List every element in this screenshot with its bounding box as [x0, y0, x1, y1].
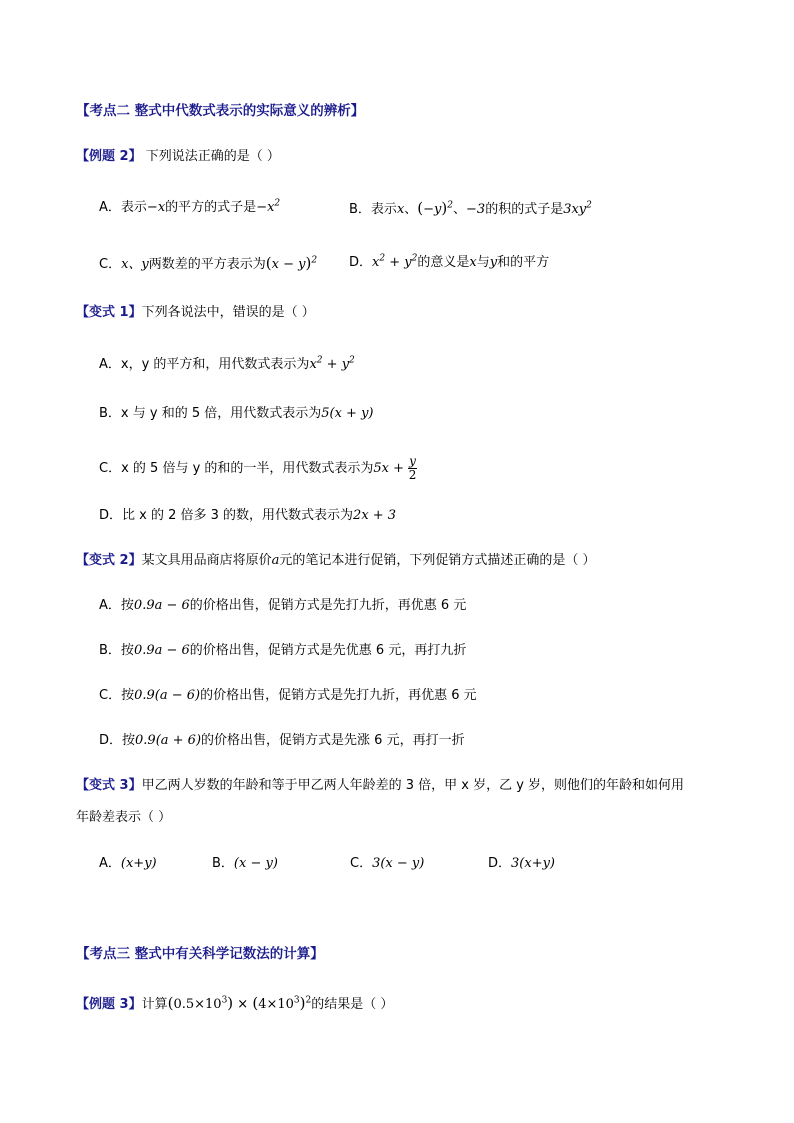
option-letter: D．	[488, 856, 512, 871]
option-letter: A．	[99, 200, 121, 215]
math-exponent: 2	[274, 198, 281, 209]
option-letter: A．	[99, 357, 121, 372]
math-expr: 4×10	[258, 997, 294, 1012]
separator: 、	[404, 202, 418, 217]
math-expr: 0.5×10	[173, 997, 222, 1012]
example-2-stem	[76, 147, 280, 167]
math-expr: −x	[256, 200, 275, 215]
variant-2-text: 某文具用品商店将原价	[141, 553, 272, 568]
math-var: x	[372, 255, 380, 270]
variant-2-option-a	[99, 596, 466, 616]
example-2-option-d	[349, 253, 549, 273]
option-text: 的价格出售，促销方式是先打九折，再优惠 6 元	[189, 598, 467, 613]
option-text: x，y 的平方和，用代数式表示为	[120, 357, 310, 372]
option-letter: C．	[99, 461, 122, 476]
option-letter: B．	[349, 202, 371, 217]
math-expr: 3(x − y)	[372, 856, 425, 871]
math-expr: 5(x + y)	[321, 406, 374, 421]
math-var: a	[271, 553, 280, 568]
example-3-stem: 【例题 3】计算$(0.5\times 10^3) \times (4\times 10^3)^2$的结果是（ ）	[76, 994, 394, 1012]
option-text: 表示	[370, 202, 397, 217]
option-text: 比 x 的 2 倍多 3 的数，用代数式表示为	[122, 508, 354, 523]
math-expr: 3xy	[563, 202, 587, 217]
math-fraction	[408, 455, 417, 482]
option-letter: B．	[212, 856, 234, 871]
option-text: x 的 5 倍与 y 的和的一半，用代数式表示为	[121, 461, 374, 476]
math-op: +	[385, 255, 405, 270]
variant-1-option-b	[99, 404, 374, 424]
math-number: −3	[466, 202, 486, 217]
fraction-numerator: y	[409, 454, 416, 468]
variant-2-tag: 【变式 2】	[76, 553, 142, 568]
example-2-option-b: B．表示x、$(-y)^2$、−3的积的式子是$3xy^2$	[349, 199, 592, 217]
example-3-text: 的结果是（ ）	[311, 997, 394, 1012]
math-var: x	[396, 202, 405, 217]
variant-3-text: 甲乙两人岁数的年龄和等于甲乙两人年龄差的 3 倍，甲 x 岁，乙 y 岁，则他们的年龄和如何用	[141, 778, 685, 793]
variant-2-text: 元的笔记本进行促销，下列促销方式描述正确的是（ ）	[279, 553, 596, 568]
math-expr: 0.9a − 6	[133, 598, 190, 613]
option-letter: C．	[350, 856, 373, 871]
math-expr: 3(x+y)	[511, 856, 555, 871]
option-letter: C．	[99, 257, 122, 272]
example-2-tag: 【例题 2】	[76, 149, 142, 164]
option-text: 和的平方	[497, 255, 550, 270]
variant-2-option-c	[99, 686, 477, 706]
math-expr: 2x + 3	[353, 508, 397, 523]
variant-2-stem	[76, 551, 596, 571]
example-3-text: 计算	[141, 997, 168, 1012]
option-letter: B．	[99, 643, 121, 658]
option-text: 的价格出售，促销方式是先涨 6 元，再打一折	[201, 733, 465, 748]
math-exponent: 3	[221, 995, 228, 1006]
example-3-tag: 【例题 3】	[76, 997, 142, 1012]
math-var: x	[469, 255, 477, 270]
math-exponent: 2	[379, 253, 386, 264]
math-var: x、y	[121, 257, 149, 272]
option-letter: A．	[99, 856, 121, 871]
variant-1-option-d	[99, 506, 396, 526]
option-text: x 与 y 和的 5 倍，用代数式表示为	[120, 406, 322, 421]
math-exponent: 2	[349, 355, 355, 366]
option-text: 的价格出售，促销方式是先优惠 6 元，再打九折	[189, 643, 467, 658]
math-exponent: 2	[316, 355, 323, 366]
math-exponent: 3	[293, 995, 300, 1006]
math-expr: 5x +	[373, 461, 409, 476]
option-letter: B．	[99, 406, 121, 421]
math-exponent: 2	[447, 200, 453, 211]
math-var: y	[489, 255, 498, 270]
math-expr: −y	[423, 202, 442, 217]
section-heading-3: 【考点三 整式中有关科学记数法的计算】	[76, 946, 324, 962]
math-expr: 0.9a − 6	[133, 643, 190, 658]
option-letter: D．	[349, 255, 373, 270]
math-var: y	[404, 255, 412, 270]
variant-1-option-a	[99, 355, 355, 375]
option-text: 与	[476, 255, 490, 270]
option-text: 按	[121, 688, 135, 703]
math-var: y	[341, 357, 350, 372]
option-text: 的平方的式子是	[165, 200, 257, 215]
option-text: 按	[120, 643, 134, 658]
option-letter: A．	[99, 598, 121, 613]
variant-1-tag: 【变式 1】	[76, 305, 142, 320]
variant-1-option-c	[99, 455, 417, 482]
math-expr: x − y	[271, 257, 306, 272]
math-minus: −	[146, 200, 158, 215]
math-exponent: 2	[586, 200, 592, 211]
math-exponent: 2	[311, 255, 318, 266]
variant-3-option-d	[488, 854, 555, 874]
variant-2-option-b	[99, 641, 466, 661]
math-expr: 0.9(a + 6)	[135, 733, 202, 748]
math-exponent: 2	[411, 253, 418, 264]
option-text: 按	[122, 733, 136, 748]
option-letter: C．	[99, 688, 122, 703]
option-text: 的价格出售，促销方式是先打九折，再优惠 6 元	[200, 688, 477, 703]
math-op: ×	[233, 997, 253, 1012]
math-op: +	[322, 357, 342, 372]
variant-3-stem-cont: 年龄差表示（ ）	[76, 810, 172, 825]
example-2-option-c: C．x、y两数差的平方表示为$(x - y)^2$	[99, 254, 318, 272]
variant-3-stem	[76, 776, 684, 796]
variant-1-text: 下列各说法中，错误的是（ ）	[141, 305, 315, 320]
math-expr: 0.9(a − 6)	[134, 688, 201, 703]
variant-3-option-b	[212, 854, 278, 874]
example-2-text: 下列说法正确的是（ ）	[145, 149, 280, 164]
variant-1-stem	[76, 303, 315, 323]
math-var: x	[157, 200, 166, 215]
example-2-option-a	[99, 198, 280, 218]
math-var: x	[309, 357, 317, 372]
math-expr: (x+y)	[120, 856, 157, 871]
option-letter: D．	[99, 733, 123, 748]
option-text: 按	[120, 598, 134, 613]
variant-3-option-a	[99, 854, 157, 874]
math-expr: (x − y)	[233, 856, 278, 871]
math-exponent: 2	[305, 995, 312, 1006]
variant-2-option-d	[99, 731, 465, 751]
separator: 、	[453, 202, 467, 217]
variant-3-tag: 【变式 3】	[76, 778, 142, 793]
option-text: 的积的式子是	[485, 202, 564, 217]
option-text: 表示	[120, 200, 147, 215]
section-heading-2: 【考点二 整式中代数式表示的实际意义的辨析】	[76, 103, 365, 119]
variant-3-option-c	[350, 854, 424, 874]
option-letter: D．	[99, 508, 123, 523]
option-text: 两数差的平方表示为	[148, 257, 266, 272]
fraction-denominator: 2	[408, 468, 417, 482]
option-text: 的意义是	[417, 255, 470, 270]
